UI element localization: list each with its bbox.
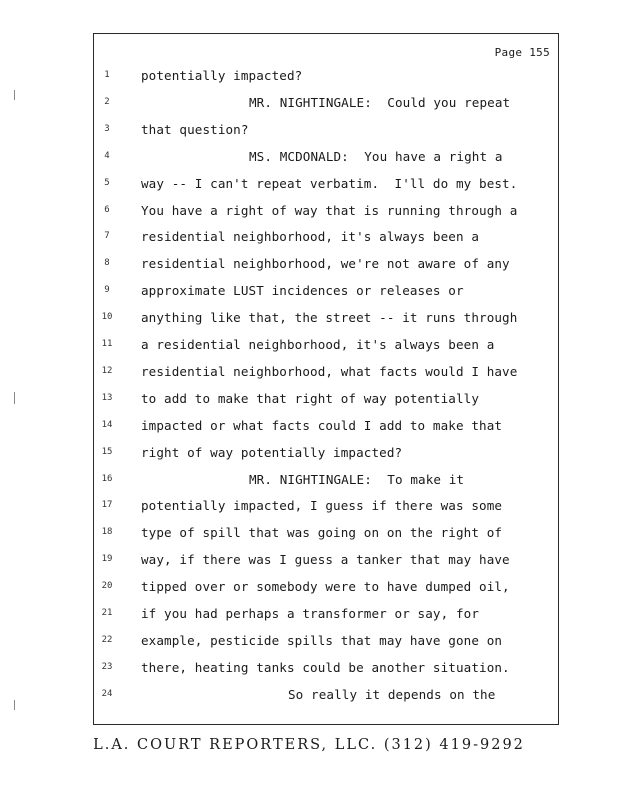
line-text: there, heating tanks could be another situation. bbox=[141, 659, 510, 675]
line-number: 12 bbox=[101, 365, 113, 376]
line-text: way -- I can't repeat verbatim. I'll do my best. bbox=[141, 175, 518, 191]
line-text: anything like that, the street -- it runs through bbox=[141, 310, 518, 326]
line-number: 15 bbox=[101, 446, 113, 457]
line-number: 24 bbox=[101, 688, 113, 699]
line-text: potentially impacted, I guess if there was some bbox=[141, 498, 503, 514]
transcript-line bbox=[94, 492, 560, 519]
scan-mark bbox=[14, 700, 15, 710]
transcript-line bbox=[94, 331, 560, 358]
transcript-line bbox=[94, 573, 560, 600]
line-text: residential neighborhood, it's always been a bbox=[141, 229, 480, 245]
line-number: 17 bbox=[101, 500, 113, 511]
line-number: 13 bbox=[101, 392, 113, 403]
line-number: 9 bbox=[104, 285, 110, 296]
line-text: potentially impacted? bbox=[141, 68, 303, 83]
line-text: residential neighborhood, what facts would I have bbox=[141, 363, 518, 379]
transcript-line bbox=[94, 681, 560, 708]
transcript-line bbox=[94, 385, 560, 412]
line-text: a residential neighborhood, it's always been a bbox=[141, 337, 495, 352]
line-number: 11 bbox=[101, 339, 113, 349]
court-reporter-footer: L.A. COURT REPORTERS, LLC. (312) 419-9292 bbox=[93, 737, 525, 753]
transcript-line bbox=[94, 466, 560, 493]
line-text: tipped over or somebody were to have dumped oil, bbox=[141, 579, 510, 595]
transcript-line bbox=[94, 170, 560, 197]
line-number: 19 bbox=[101, 554, 113, 565]
line-number: 1 bbox=[104, 70, 110, 80]
transcript-line bbox=[94, 223, 560, 250]
line-number: 20 bbox=[101, 581, 113, 592]
transcript-line bbox=[94, 89, 560, 116]
transcript-line bbox=[94, 654, 560, 681]
line-text: if you had perhaps a transformer or say, for bbox=[141, 606, 480, 621]
line-number: 8 bbox=[104, 258, 110, 269]
transcript-line bbox=[94, 358, 560, 385]
line-text: MS. MCDONALD: You have a right a bbox=[249, 148, 503, 164]
transcript-line bbox=[94, 546, 560, 573]
line-text: type of spill that was going on on the right of bbox=[141, 525, 503, 541]
line-text: So really it depends on the bbox=[288, 686, 496, 702]
transcript-line bbox=[94, 143, 560, 170]
transcript-line bbox=[94, 412, 560, 439]
line-text: residential neighborhood, we're not aware of any bbox=[141, 256, 510, 272]
line-number: 23 bbox=[101, 661, 113, 672]
line-text: right of way potentially impacted? bbox=[141, 444, 403, 460]
line-number: 4 bbox=[104, 150, 110, 161]
line-text: MR. NIGHTINGALE: Could you repeat bbox=[249, 94, 511, 110]
transcript-line bbox=[94, 116, 560, 143]
transcript-page bbox=[93, 33, 559, 725]
line-text: way, if there was I guess a tanker that may have bbox=[141, 552, 510, 568]
line-number: 7 bbox=[104, 231, 110, 242]
transcript-line bbox=[94, 277, 560, 304]
page-number: Page 155 bbox=[494, 46, 550, 59]
line-text: impacted or what facts could I add to make that bbox=[141, 417, 503, 433]
transcript-line bbox=[94, 62, 560, 89]
line-number: 5 bbox=[104, 177, 110, 188]
line-number: 22 bbox=[101, 634, 113, 645]
transcript-line bbox=[94, 600, 560, 627]
line-text: to add to make that right of way potentially bbox=[141, 390, 480, 406]
line-text: that question? bbox=[141, 121, 249, 137]
scan-mark bbox=[14, 392, 15, 404]
transcript-line bbox=[94, 197, 560, 224]
transcript-line bbox=[94, 250, 560, 277]
transcript-line bbox=[94, 519, 560, 546]
line-number: 10 bbox=[101, 312, 113, 323]
line-number: 14 bbox=[101, 419, 113, 430]
line-text: example, pesticide spills that may have gone on bbox=[141, 632, 503, 648]
line-number: 18 bbox=[101, 527, 113, 538]
line-text: You have a right of way that is running through a bbox=[141, 202, 518, 218]
transcript-line bbox=[94, 304, 560, 331]
line-number: 3 bbox=[104, 123, 110, 134]
line-number: 6 bbox=[104, 204, 110, 215]
line-number: 2 bbox=[104, 96, 110, 107]
line-text: MR. NIGHTINGALE: To make it bbox=[249, 471, 465, 487]
line-number: 16 bbox=[101, 473, 113, 484]
line-text: approximate LUST incidences or releases or bbox=[141, 283, 464, 299]
transcript-line bbox=[94, 439, 560, 466]
transcript-line bbox=[94, 627, 560, 654]
scan-mark bbox=[14, 90, 15, 100]
line-number: 21 bbox=[101, 608, 113, 618]
